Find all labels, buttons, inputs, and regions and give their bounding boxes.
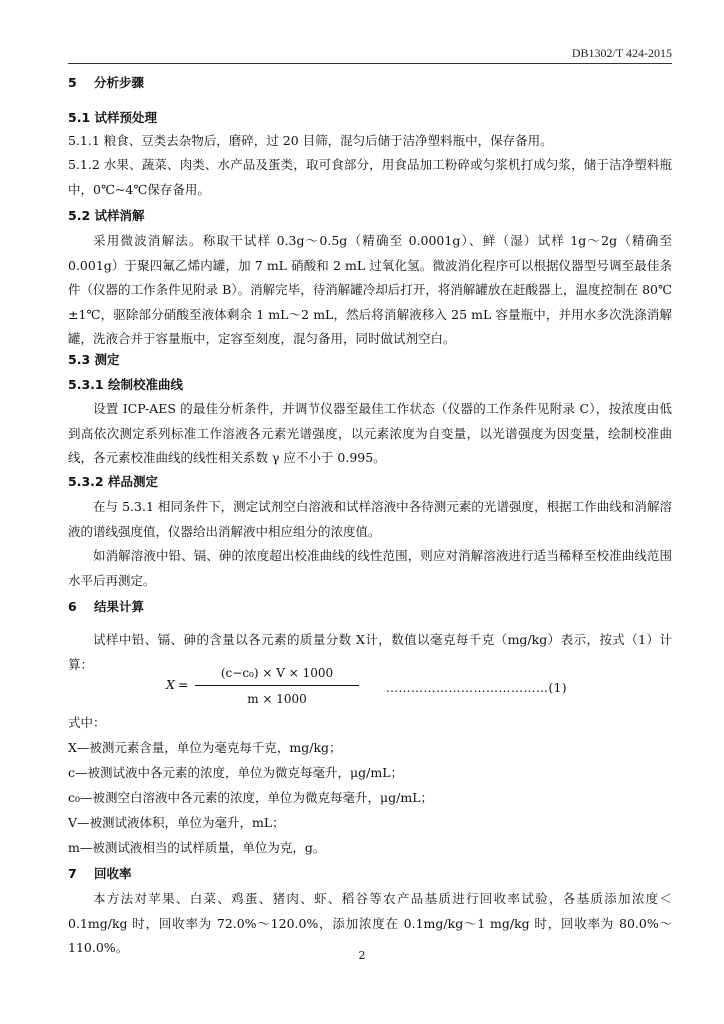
- formula-equals: =: [178, 677, 189, 692]
- paragraph-5-3-2-a: 在与 5.3.1 相同条件下，测定试剂空白溶液和试样溶液中各待测元素的光谱强度，根据工作曲线和消解溶液的谱线强度值，仪器给出消解液中相应组分的浓度值。: [68, 499, 672, 539]
- paragraph-5-3-1: 设置 ICP-AES 的最佳分析条件，并调节仪器至最佳工作状态（仪器的工作条件见附录 C），按浓度由低到高依次测定系列标准工作溶液各元素光谱强度，以元素浓度为自变量，以光谱强度为因变量，绘制校准曲线，各元素校准曲线的线性相关系数 γ 应不小于 0.995。: [68, 401, 672, 465]
- page-number: 2: [358, 949, 366, 962]
- section-number: 6: [68, 599, 77, 614]
- section-5-2-heading: 5.2 试样消解: [68, 208, 145, 223]
- paragraph-5-3-2-b: 如消解溶液中铅、镉、砷的浓度超出校准曲线的线性范围，则应对消解溶液进行适当稀释至校准曲线范围水平后再测定。: [68, 548, 672, 588]
- paragraph-5-1-1: 5.1.1 粮食、豆类去杂物后，磨碎，过 20 目筛，混匀后储于洁净塑料瓶中，保存备用。: [68, 133, 553, 148]
- section-7-heading: [68, 862, 672, 887]
- paragraph-5-1-2: 5.1.2 水果、蔬菜、肉类、水产品及蛋类，取可食部分，用食品加工粉碎或匀浆机打成匀浆，储于洁净塑料瓶中，0℃~4℃保存备用。: [68, 157, 672, 197]
- formula-denominator: m × 1000: [247, 692, 307, 706]
- where-item-c0: c₀—被测空白溶液中各元素的浓度，单位为微克每毫升，μg/mL；: [68, 790, 434, 805]
- section-5-heading: [68, 71, 672, 96]
- where-label: 式中：: [68, 715, 106, 730]
- paragraph-6: 试样中铅、镉、砷的含量以各元素的质量分数 X计，数值以毫克每千克（mg/kg）表示，按式（1）计算：: [68, 632, 672, 672]
- formula-reference: …………………………………(1): [386, 681, 567, 695]
- document-code: DB1302/T 424-2015: [571, 46, 672, 60]
- section-title: 分析步骤: [94, 75, 145, 90]
- section-title: 回收率: [94, 866, 132, 881]
- section-title: 结果计算: [94, 599, 145, 614]
- section-5-1-heading: 5.1 试样预处理: [68, 110, 157, 125]
- section-6-heading: [68, 595, 672, 620]
- formula-lhs: X: [166, 677, 175, 692]
- where-item-x: X—被测元素含量，单位为毫克每千克，mg/kg；: [68, 740, 342, 755]
- where-item-c: c—被测试液中各元素的浓度，单位为微克每毫升，μg/mL；: [68, 765, 403, 780]
- section-5-3-2-heading: 5.3.2 样品测定: [68, 474, 158, 489]
- header-divider: [68, 63, 672, 64]
- section-5-3-heading: 5.3 测定: [68, 352, 120, 367]
- formula-numerator: (c−c₀) × V × 1000: [220, 666, 334, 680]
- where-item-v: V—被测试液体积，单位为毫升，mL；: [68, 815, 285, 830]
- paragraph-7: 本方法对苹果、白菜、鸡蛋、猪肉、虾、稻谷等农产品基质进行回收率试验，各基质添加浓度＜0.1mg/kg 时，回收率为 72.0%～120.0%，添加浓度在 0.1mg/kg～1 mg/kg 时，回收率为 80.0%～110.0%。: [68, 891, 672, 955]
- section-number: 5: [68, 75, 77, 90]
- paragraph-5-2: 采用微波消解法。称取干试样 0.3g～0.5g（精确至 0.0001g）、鲜（湿）试样 1g～2g（精确至 0.001g）于聚四氟乙烯内罐，加 7 mL 硝酸和 2 mL 过氧化氢。微波消化程序可以根据仪器型号调至最佳条件（仪器的工作条件见附录 B）。消解完毕，待消解罐冷却后打开，将消解罐放在赶酸器上，温度控制在 80℃±1℃，驱除部分硝酸至液体剩余 1 mL～2 mL，然后将消解液移入 25 mL 容量瓶中，并用水多次洗涤消解罐，洗液合并于容量瓶中，定容至刻度，混匀备用，同时做试剂空白。: [68, 233, 672, 346]
- section-number: 7: [68, 866, 77, 881]
- section-5-3-1-heading: 5.3.1 绘制校准曲线: [68, 377, 183, 392]
- formula-fraction-bar: [195, 685, 359, 686]
- where-item-m: m—被测试液相当的试样质量，单位为克，g。: [68, 840, 326, 855]
